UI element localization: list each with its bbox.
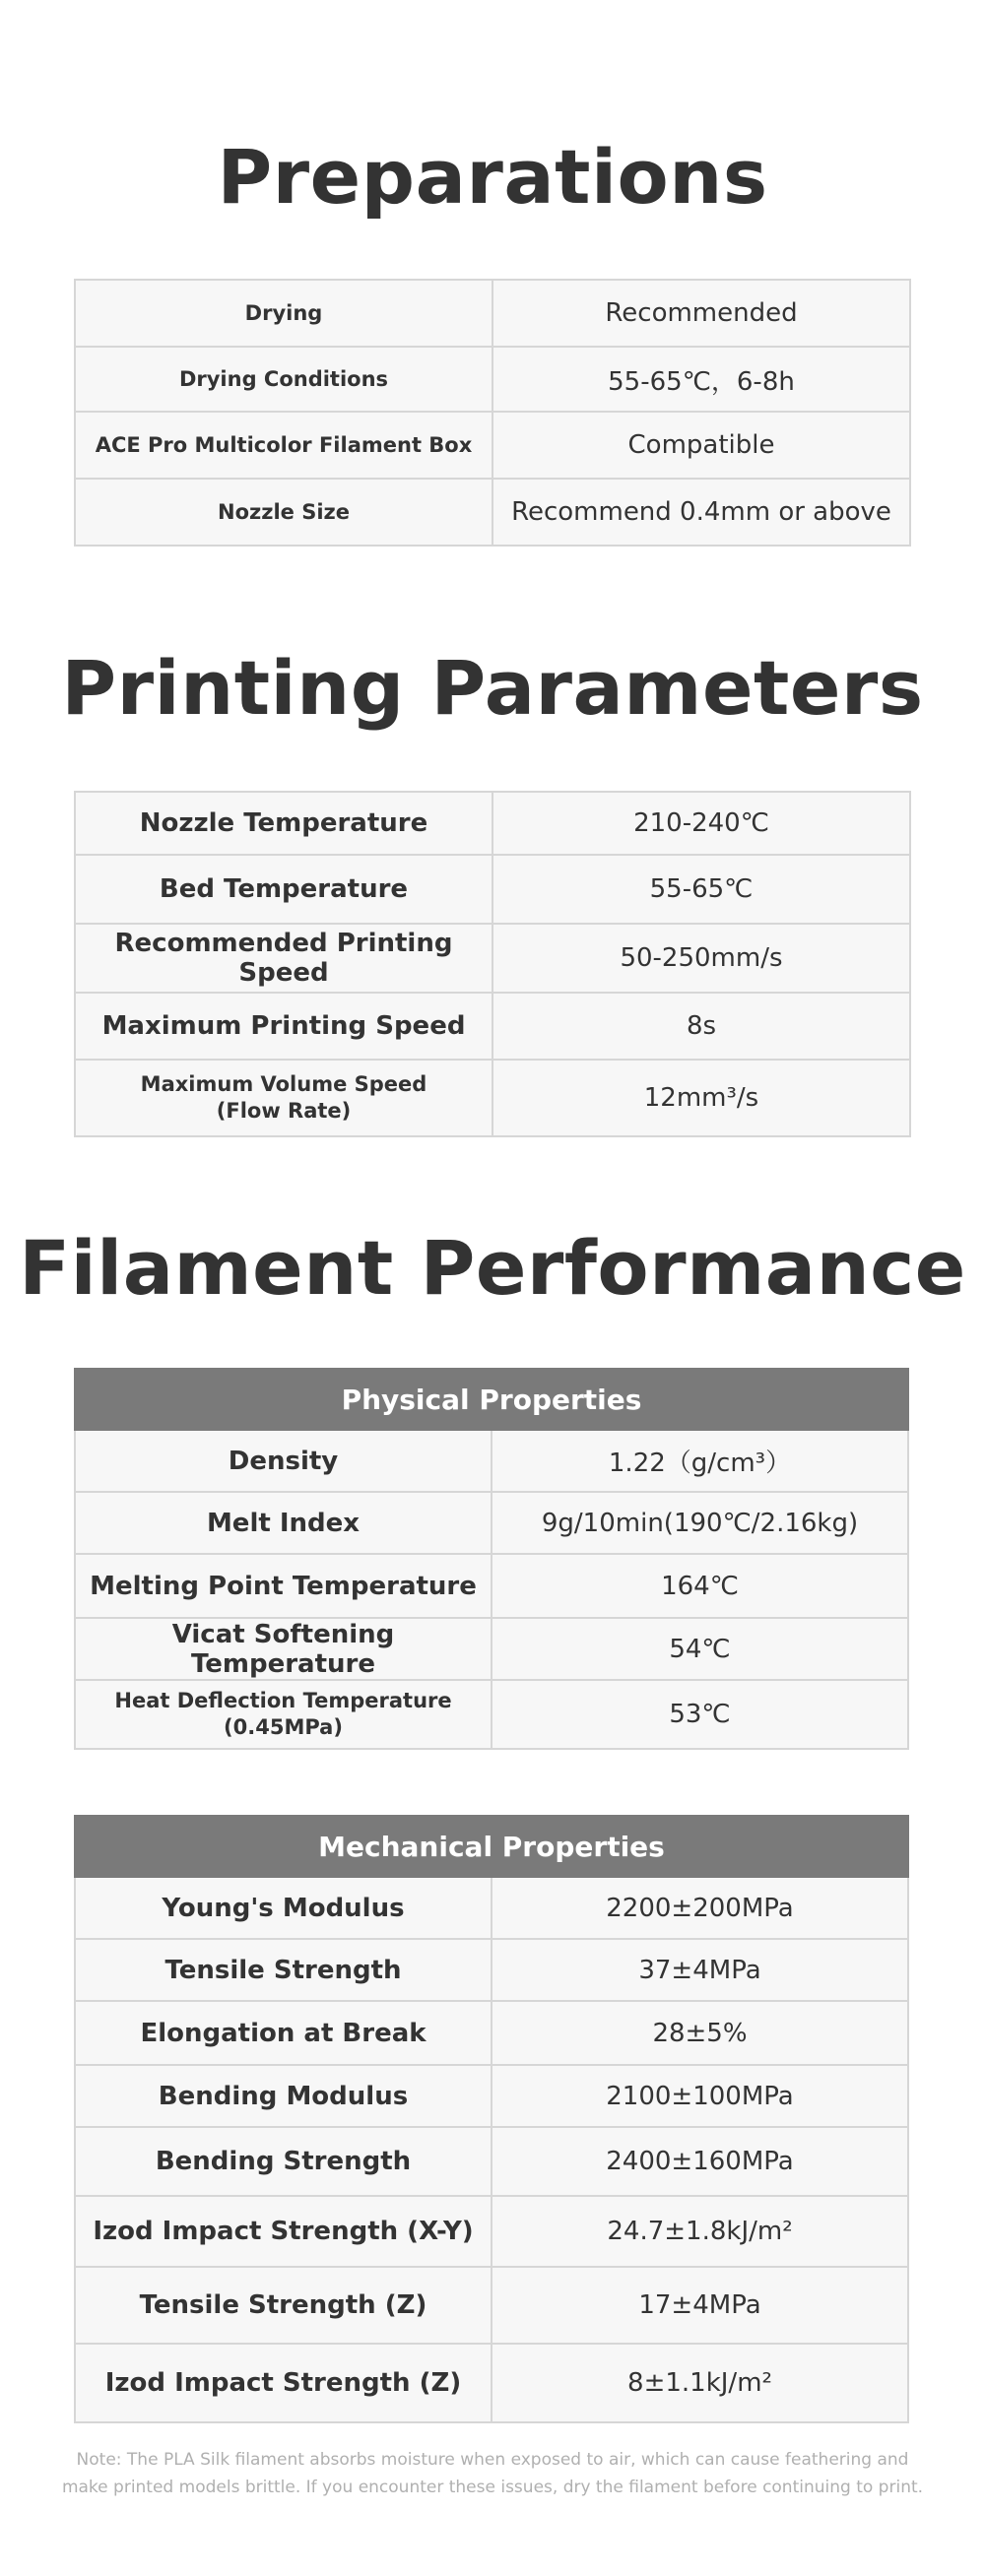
row-value: 55-65℃，6-8h	[492, 347, 910, 412]
table-header	[75, 1369, 908, 1430]
physical-properties-header: Physical Properties	[75, 1369, 908, 1430]
row-label: Heat Deflection Temperature (0.45MPa)	[75, 1680, 492, 1749]
row-value: Compatible	[492, 412, 910, 479]
row-label: Bending Modulus	[75, 2065, 492, 2127]
mechanical-properties-header: Mechanical Properties	[75, 1816, 908, 1877]
table-row	[75, 2127, 908, 2196]
table-row	[75, 347, 910, 412]
row-label: Density	[75, 1430, 492, 1492]
row-label: Drying Conditions	[75, 347, 492, 412]
row-value: 2100±100MPa	[492, 2065, 908, 2127]
table-row	[75, 993, 910, 1060]
row-label: Tensile Strength (Z)	[75, 2267, 492, 2344]
table-row	[75, 792, 910, 855]
row-value: 55-65℃	[492, 855, 910, 924]
table-row	[75, 2344, 908, 2422]
table-row	[75, 1939, 908, 2001]
row-value: 1.22（g/cm³）	[492, 1430, 908, 1492]
row-value: 9g/10min(190℃/2.16kg)	[492, 1492, 908, 1554]
table-header	[75, 1816, 908, 1877]
row-value: 2200±200MPa	[492, 1877, 908, 1939]
table-row	[75, 1680, 908, 1749]
row-label: Nozzle Temperature	[75, 792, 492, 855]
row-label: Young's Modulus	[75, 1877, 492, 1939]
row-label: Bending Strength	[75, 2127, 492, 2196]
moisture-note	[0, 2446, 985, 2501]
table-row	[75, 2196, 908, 2267]
filament-performance-title: Filament Performance	[19, 1224, 966, 1312]
row-label: Melting Point Temperature	[75, 1554, 492, 1618]
row-label: Tensile Strength	[75, 1939, 492, 2001]
row-label: Maximum Volume Speed (Flow Rate)	[75, 1060, 492, 1136]
row-value: 24.7±1.8kJ/m²	[492, 2196, 908, 2267]
table-row	[75, 2267, 908, 2344]
preparations-title: Preparations	[217, 133, 768, 221]
row-label: Elongation at Break	[75, 2001, 492, 2065]
note-line-2: make printed models brittle. If you encounter these issues, dry the filament before continuing to print.	[61, 2478, 924, 2497]
row-value: 8±1.1kJ/m²	[492, 2344, 908, 2422]
row-label: Melt Index	[75, 1492, 492, 1554]
preparations-table	[74, 279, 911, 547]
row-value: 54℃	[492, 1618, 908, 1680]
row-value: 210-240℃	[492, 792, 910, 855]
table-row	[75, 1877, 908, 1939]
row-value: 2400±160MPa	[492, 2127, 908, 2196]
row-value: 8s	[492, 993, 910, 1060]
printing-parameters-title: Printing Parameters	[61, 644, 924, 732]
row-label: Izod Impact Strength (Z)	[75, 2344, 492, 2422]
row-label: Vicat Softening Temperature	[75, 1618, 492, 1680]
row-value: Recommended	[492, 280, 910, 347]
note-line-1: Note: The PLA Silk filament absorbs moisture when exposed to air, which can cause feathering and	[76, 2450, 909, 2470]
table-row	[75, 2065, 908, 2127]
row-value: 17±4MPa	[492, 2267, 908, 2344]
row-label: Bed Temperature	[75, 855, 492, 924]
row-value: Recommend 0.4mm or above	[492, 479, 910, 546]
row-value: 164℃	[492, 1554, 908, 1618]
mechanical-properties-table	[74, 1815, 909, 2423]
row-value: 28±5%	[492, 2001, 908, 2065]
row-value: 12mm³/s	[492, 1060, 910, 1136]
row-value: 37±4MPa	[492, 1939, 908, 2001]
table-row	[75, 1060, 910, 1136]
table-row	[75, 1554, 908, 1618]
row-label: ACE Pro Multicolor Filament Box	[75, 412, 492, 479]
row-value: 50-250mm/s	[492, 924, 910, 993]
table-row	[75, 1618, 908, 1680]
table-row	[75, 1430, 908, 1492]
table-row	[75, 924, 910, 993]
table-row	[75, 855, 910, 924]
printing-parameters-table	[74, 791, 911, 1137]
table-row	[75, 280, 910, 347]
table-row	[75, 2001, 908, 2065]
row-label: Maximum Printing Speed	[75, 993, 492, 1060]
row-value: 53℃	[492, 1680, 908, 1749]
row-label: Drying	[75, 280, 492, 347]
row-label: Nozzle Size	[75, 479, 492, 546]
table-row	[75, 479, 910, 546]
row-label: Recommended Printing Speed	[75, 924, 492, 993]
physical-properties-table	[74, 1368, 909, 1750]
table-row	[75, 1492, 908, 1554]
row-label: Izod Impact Strength (X-Y)	[75, 2196, 492, 2267]
table-row	[75, 412, 910, 479]
